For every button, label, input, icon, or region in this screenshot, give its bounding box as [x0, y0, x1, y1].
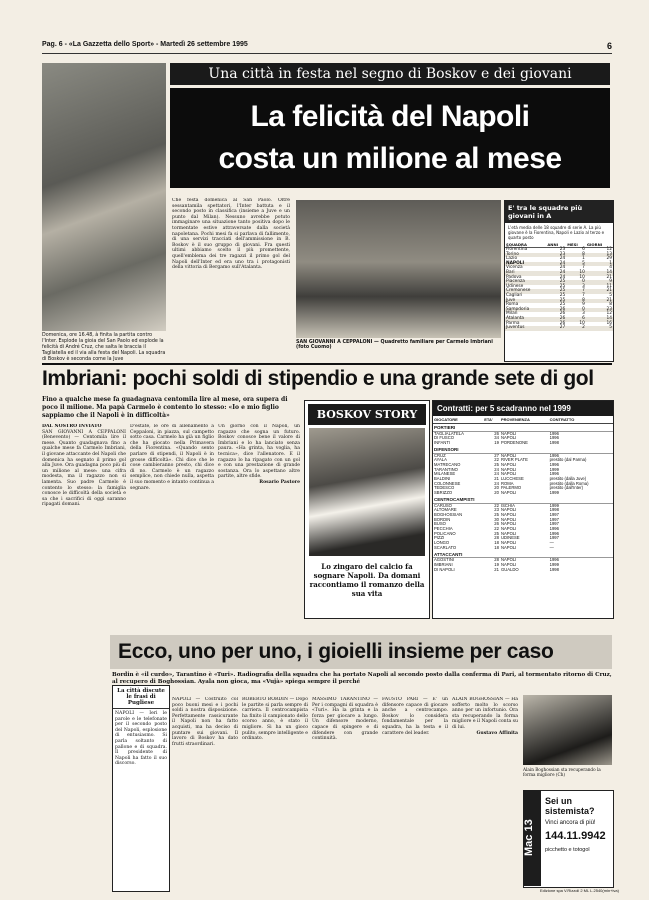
imbriani-col3-text: Un giorno con il Napoli, un ragazzo che sogna un futuro. Boskov conosce bene il valore di Imbriani e lo ha lanciato senza paura. «Ha grinta, ha voglia, ha tecnica», dice l'allenatore. E il ragazzo lo ha ripagato con un gol e con una prestazione di grande sostanza. Ora lo aspettano altre partite, altre sfide. — [218, 424, 300, 480]
age-table-header: MESI — [566, 242, 586, 248]
age-table-cell: 6 — [582, 315, 585, 321]
family-photo-caption: SAN GIOVANNI A CEPPALONI — Quadretto familiare per Carmelo Imbriani (foto Cuomo) — [296, 340, 493, 350]
age-table-cell: 24 — [559, 269, 566, 275]
age-table-title: E' tra le squadre più giovani in A — [505, 201, 613, 223]
page-number: 6 — [606, 41, 612, 51]
contracts-cell: SBRIZZO — [434, 490, 453, 496]
age-table-cell: 12 — [606, 247, 612, 252]
contracts-cell: 25 — [494, 530, 499, 536]
contracts-cell: NAPOLI — [500, 526, 517, 532]
age-table-cell: 26 — [559, 306, 566, 312]
age-table-cell: 23 — [559, 251, 566, 257]
contracts-cell: IMBRIANI — [434, 561, 453, 567]
age-table-cell: 25 — [559, 288, 566, 294]
ecco-column-2: ROBERTO BORDIN — Dopo le partite si parla sempre di carriera. Il centrocampista ha finito il campionato dello scorso anno, è stato il migliore. Si ha un gioco pulito, sempre intelligente e ordinato. — [242, 697, 308, 742]
age-table-subtitle: L'età media delle 18 squadre di serie A. La più giovane è la Fiorentina, Napoli e Lazio al terzo e quarto posto — [508, 225, 605, 240]
contracts-cell: MILANESE — [434, 471, 456, 477]
contracts-cell: 1996 — [549, 461, 559, 467]
contracts-cell: LONGO — [434, 540, 450, 546]
age-table-cell: 14 — [606, 269, 612, 275]
boghossian-caption: Alain Boghossian sta recuperando la forma migliore (Ch) — [523, 767, 601, 777]
boghossian-photo — [523, 695, 612, 765]
age-table-cell: 1 — [609, 260, 612, 266]
age-table-cell: 11 — [606, 283, 612, 289]
contracts-section-label: PORTIERI — [433, 424, 613, 432]
contracts-grid — [433, 416, 613, 572]
contracts-cell: AYALA — [434, 457, 447, 463]
contracts-cell: prestito (dalla Juve) — [549, 476, 587, 482]
age-table-cell: 16 — [606, 320, 612, 326]
age-table-cell: 21 — [606, 297, 612, 303]
boskov-story-box — [304, 400, 430, 619]
boskov-story-text: Lo zingaro del calcio fa sognare Napoli. Da domani raccontiamo il romanzo della sua vita — [309, 562, 425, 598]
contracts-cell: 1998 — [549, 507, 559, 513]
contracts-cell: 1999 — [549, 502, 559, 508]
age-table-cell: 6 — [582, 247, 585, 252]
age-table-cell: 7 — [582, 292, 585, 298]
contracts-cell: 34 — [494, 435, 499, 441]
lead-article: Che festa domenica al San Paolo. Oltre sessantamila spettatori, l'Inter battuta e il secondo posto in classifica (insieme a Juve e un punto dal Milan). Nessuno avrebbe potuto immaginare una situazione tanto positiva dopo le tormentate estive attraversate dalla società napoletana. Pochi mesi fa si parlava di fallimento, di una servizi tracciati dell'ammissione in B. Boskov è il suo gruppo di giovani. Fra questi ultimi abbiamo scelto il più promettente, quell'emblema dei tre ragazzi il primo gol del Napoli dell'Inter ed era uno tra i protagonisti della vittoria di Bergamo sull'Atalanta. — [172, 198, 290, 271]
age-table-cell: Torino — [506, 251, 519, 257]
age-table — [504, 200, 614, 362]
age-table-cell: 8 — [582, 297, 585, 303]
age-table-cell: 24 — [559, 256, 566, 262]
age-table-cell: 8 — [609, 302, 612, 308]
contracts-cell: 25 — [494, 461, 499, 467]
contracts-cell: NAPOLI — [500, 521, 517, 527]
contracts-header: ETA' — [483, 416, 500, 424]
age-table-cell: 14 — [606, 315, 612, 321]
age-table-cell: 4 — [609, 265, 612, 271]
contracts-cell: 1997 — [549, 516, 559, 522]
contracts-cell: INFANTI — [434, 440, 451, 446]
ecco-column-5 — [452, 697, 518, 892]
age-table-cell: 25 — [559, 283, 566, 289]
age-table-cell: 9 — [609, 279, 612, 285]
contracts-cell: TEDESCO — [434, 485, 455, 491]
age-table-cell: 8 — [582, 251, 585, 257]
contracts-cell: LUCCHESE — [500, 476, 524, 482]
age-table-cell: 29 — [606, 256, 612, 262]
age-table-cell: 7 — [582, 265, 585, 271]
age-table-cell: Cagliari — [506, 292, 523, 298]
imbriani-col1-text: SAN GIOVANNI A CEPPALONI (Benevento) — Centomila lire il mese. Quanto guadagnava fino a qualche mese fa Carmelo Imbriani, il giovane attaccante del Napoli che domenica ha segnato il primo gol alla Juve. Ora guadagna poco più di un milione al mese: una cifra modesta, ma il ragazzo non si lamenta. Suo padre Carmelo è contento lo stesso: la famiglia conosce le difficoltà della società e sa che i sacrifici di oggi saranno ripagati domani. — [42, 429, 126, 508]
contracts-cell: 22 — [494, 502, 499, 508]
contracts-cell: BORDIN — [434, 516, 451, 522]
age-table-cell: 0 — [582, 279, 585, 285]
age-table-cell: Padova — [506, 274, 522, 280]
celebration-photo — [42, 63, 166, 331]
contracts-cell: 1996 — [549, 471, 559, 477]
age-table-cell: 1 — [582, 256, 585, 262]
age-table-cell: 10 — [579, 269, 585, 275]
contracts-cell: AGOSTINI — [434, 557, 455, 563]
contracts-cell: 23 — [494, 507, 499, 513]
contracts-cell: 1997 — [549, 511, 559, 517]
contracts-cell: NAPOLI — [500, 461, 517, 467]
age-table-cell: Piacenza — [506, 279, 525, 285]
contracts-cell: 25 — [494, 511, 499, 517]
age-table-cell: 24 — [559, 265, 566, 271]
age-table-cell: 25 — [559, 279, 566, 285]
contracts-cell: 19 — [494, 440, 499, 446]
ecco-column-4: FAUSTO PARI — E' un difensore capace di giocare anche a centrocampo. Boskov lo considera fondamentale per la squadra, ha la testa e il carattere del leader. — [382, 697, 448, 736]
contracts-cell: prestito (dall'Inter) — [549, 485, 583, 491]
sidebar-title: La città discute le frasi di Pugliese — [113, 686, 169, 709]
age-table-header: SQUADRA — [505, 242, 546, 248]
age-table-cell: 10 — [579, 320, 585, 326]
age-table-cell: NAPOLI — [506, 260, 525, 266]
contracts-cell: 1996 — [549, 526, 559, 532]
contracts-cell: prestito (dalla Roma) — [549, 480, 589, 486]
contracts-cell: 27 — [494, 452, 499, 458]
contracts-cell: PORDENONE — [500, 440, 528, 446]
contracts-cell: 1996 — [549, 452, 559, 458]
contracts-cell: 20 — [494, 490, 499, 496]
contracts-cell: 1996 — [549, 435, 559, 441]
page-header — [42, 41, 612, 54]
age-table-cell: 24 — [559, 260, 566, 266]
contracts-section — [433, 496, 613, 503]
age-table-cell: 26 — [559, 315, 566, 321]
contracts-cell: 1999 — [549, 561, 559, 567]
contracts-header: PROVENIENZA — [500, 416, 549, 424]
contracts-cell: NAPOLI — [500, 544, 517, 550]
contracts-cell: 1998 — [549, 440, 559, 446]
contracts-cell: PIZZI — [434, 535, 445, 541]
boskov-story-title: BOSKOV STORY — [308, 404, 426, 425]
contracts-cell: NAPOLI — [500, 561, 517, 567]
age-table-grid — [505, 242, 613, 331]
family-photo — [296, 200, 501, 338]
contracts-cell: 26 — [494, 521, 499, 527]
contracts-cell: BUSO — [434, 521, 446, 527]
contracts-cell: NAPOLI — [500, 430, 517, 436]
age-table-header: GIORNI — [586, 242, 613, 248]
age-table-cell: Lazio — [506, 256, 518, 262]
contracts-cell: NAPOLI — [500, 540, 517, 546]
ecco-column-1: NAPOLI — Costruito col poco buoni mesi e i pochi soldi a nostra disposizione. Perfettamente rassicurante il Napoli non ha fatto acquisti, ma ha deciso di puntare sui giovani. Il lavoro di Boskov ha dato frutti straordinari. — [172, 697, 238, 747]
age-table-cell: Parma — [506, 320, 520, 326]
contracts-cell: CRUZ — [434, 452, 446, 458]
contracts-cell: COLONNESE — [434, 480, 461, 486]
age-table-cell: Juventus — [506, 325, 525, 331]
age-table-cell: 21 — [606, 274, 612, 280]
contracts-row — [433, 568, 613, 573]
contracts-cell: 18 — [494, 540, 499, 546]
age-table-cell: 23 — [559, 247, 566, 252]
footer-text: Edizione spa V.Rizzoli 2 ML L.2540(min+iva) — [540, 888, 619, 893]
contracts-cell: 1996 — [549, 530, 559, 536]
age-table-cell: Roma — [506, 302, 519, 308]
age-table-cell: Sampdoria — [506, 306, 530, 312]
contracts-cell: NAPOLI — [500, 507, 517, 513]
age-table-cell: 12 — [606, 311, 612, 317]
ad-line-2: Vinci ancora di più! — [545, 820, 596, 826]
age-table-cell: 9 — [582, 302, 585, 308]
contracts-cell: 20 — [494, 485, 499, 491]
age-table-cell: 5 — [582, 260, 585, 266]
byline: DAL NOSTRO INVIATO — [42, 424, 102, 429]
contracts-cell: 18 — [494, 544, 499, 550]
age-table-cell: 24 — [559, 274, 566, 280]
contracts-cell: 28 — [494, 557, 499, 563]
age-table-cell: Bari — [506, 269, 515, 275]
contracts-cell: NAPOLI — [500, 511, 517, 517]
contracts-cell: TAGLIALATELA — [434, 430, 464, 436]
contracts-cell: 24 — [494, 480, 499, 486]
contracts-cell: 26 — [494, 430, 499, 436]
contracts-cell: GUALDO — [500, 566, 519, 572]
sidebar-text: NAPOLI — Ieri le parole e le telefonate per il secondo posto del Napoli, esplosione di entusiasmo. Si parla soltanto di pallone e di squadra. Il presidente di Napoli ha fatto il suo discorso. — [115, 711, 167, 767]
contracts-cell: BOGHOSSIAN — [434, 511, 463, 517]
contracts-cell: RIVER PLATE — [500, 457, 528, 463]
age-table-cell: 23 — [606, 306, 612, 312]
contracts-cell: CARUSO — [434, 502, 452, 508]
contracts-cell: DI NAPOLI — [434, 566, 455, 572]
imbriani-column-2: D'estate, le ore di allenamento a Ceppaloni, in piazza, sul campetto sotto casa. Carmelo ha già un figlio che ha giocato nella Primavera della Fiorentina. «Quando sento parlare di stipendi, il Napoli è in grosse difficoltà». Chi dice che le cose cambieranno presto, chi dice di no. Carmelo è un ragazzo semplice, non chiede nulla, aspetta il suo momento e intanto continua a segnare. — [130, 424, 214, 491]
headline-line-2: costa un milione al mese — [218, 142, 562, 175]
contracts-cell: 1997 — [549, 535, 559, 541]
age-table-cell: Vicenza — [506, 265, 523, 271]
contracts-cell: NAPOLI — [500, 435, 517, 441]
contracts-cell: ROMA — [500, 480, 514, 486]
contracts-cell: prestito (dal Parma) — [549, 457, 587, 463]
contracts-cell: 22 — [494, 526, 499, 532]
contracts-cell: NAPOLI — [500, 530, 517, 536]
contracts-cell: 1996 — [549, 430, 559, 436]
contracts-section-label: ATTACCANTI — [433, 551, 613, 558]
contracts-cell: BALDINI — [434, 476, 451, 482]
contracts-cell: 1999 — [549, 466, 559, 472]
age-table-cell: 25 — [559, 292, 566, 298]
age-table-cell: 26 — [559, 311, 566, 317]
contracts-cell: 21 — [494, 476, 499, 482]
age-table-cell: Fiorentina — [506, 247, 528, 252]
ad-brand: Mac 13 — [523, 790, 541, 886]
contracts-cell: 30 — [494, 516, 499, 522]
contracts-cell: — — [549, 544, 554, 550]
photo-caption: Domenica, ore 16.48, à finita la partita contro l'Inter. Esplode la gioia del San Paolo ed esplode la felicità di André Cruz, che salta le braccia il Tagliatella ed il via alla festa del Napoli. La squadra di Boskov è seconda come la Juve — [42, 333, 166, 362]
contracts-cell: 1998 — [549, 566, 559, 572]
ad-phone: 144.11.9942 — [545, 830, 606, 842]
contracts-cell: NAPOLI — [500, 557, 517, 563]
contracts-cell: SCARLATO — [434, 544, 457, 550]
age-table-cell: Udinese — [506, 283, 524, 289]
contracts-cell: 28 — [494, 535, 499, 541]
main-headline — [170, 88, 610, 188]
imbriani-deck: Fino a qualche mese fa guadagnava centomila lire al mese, ora supera di poco il milione. Ma papà Carmelo è contento lo stesso: «Io e mio figlio sappiamo che il Napoli è in difficoltà» — [42, 396, 288, 419]
contracts-cell: ISCHIA — [500, 502, 515, 508]
contracts-cell: NAPOLI — [500, 466, 517, 472]
contracts-cell: UDINESE — [500, 535, 520, 541]
ad-line-1: Sei un sistemista? — [545, 796, 595, 816]
contracts-cell: — — [549, 540, 554, 546]
contracts-section — [433, 551, 613, 558]
age-table-cell: 13 — [606, 251, 612, 257]
age-table-cell: 0 — [582, 306, 585, 312]
contracts-cell: 22 — [494, 457, 499, 463]
sidebar-box — [112, 685, 170, 892]
age-table-cell: 25 — [559, 297, 566, 303]
headline-line-1: La felicità del Napoli — [250, 100, 530, 133]
age-table-cell: 7 — [582, 288, 585, 294]
contracts-cell: NAPOLI — [500, 516, 517, 522]
age-table-cell: Juve — [506, 297, 516, 303]
ecco-col5-text: ALAIN BOGHOSSIAN — Ha sofferto molto lo scorso anno per un infortunio. Ora sta recuperando la forma migliore e il Napoli conta su di lui. — [452, 697, 518, 730]
ecco-deck: Bordin è «il curdo», Tarantino è «Turi». Radiografia della squadra che ha portato Napoli al secondo posto dalla conferma di Pari, al tormentato ritorno di Cruz, al recupero di Boghossian. Ayala non gioca, ma «Vujà» spiega sempre il perché — [112, 672, 612, 685]
ad-line-3: picchetto e totogol — [545, 847, 590, 853]
boskov-photo — [309, 428, 425, 556]
age-table-cell: Milan — [506, 311, 518, 317]
contracts-cell: DI FUSCO — [434, 435, 455, 441]
age-table-cell: Cremonese — [506, 288, 531, 294]
contracts-section-label: DIFENSORI — [433, 446, 613, 453]
imbriani-column-1 — [42, 424, 126, 614]
contracts-cell: TARANTINO — [434, 466, 458, 472]
age-table-cell: 5 — [609, 292, 612, 298]
contracts-header: CONTRATTO — [549, 416, 613, 424]
header-text: Pag. 6 - «La Gazzetta dello Sport» - Martedì 26 settembre 1995 — [42, 41, 248, 48]
contracts-section — [433, 446, 613, 453]
contracts-cell: 1996 — [549, 557, 559, 563]
age-table-cell: 25 — [559, 302, 566, 308]
contracts-cell: 19 — [494, 561, 499, 567]
contracts-cell: 24 — [494, 466, 499, 472]
ecco-headline: Ecco, uno per uno, i gioielli insieme per caso — [110, 635, 612, 669]
imbriani-headline: Imbriani: pochi soldi di stipendio e una grande sete di gol — [42, 363, 612, 393]
imbriani-signature: Rosario Pastore — [259, 479, 300, 485]
contracts-table — [432, 400, 614, 619]
age-table-header: ANNI — [546, 242, 566, 248]
age-table-cell: 10 — [579, 274, 585, 280]
age-table-cell: 21 — [606, 288, 612, 294]
contracts-cell: NAPOLI — [500, 490, 517, 496]
contracts-cell: PECCHIA — [434, 526, 453, 532]
age-table-cell: 27 — [559, 325, 566, 331]
contracts-section-label: CENTROCAMPISTI — [433, 496, 613, 503]
age-table-cell: 3 — [582, 283, 585, 289]
age-table-cell: 26 — [559, 320, 566, 326]
age-table-cell: 3 — [582, 311, 585, 317]
age-table-row — [505, 326, 613, 331]
contracts-header: GIOCATORE — [433, 416, 483, 424]
contracts-cell: MATRECANO — [434, 461, 461, 467]
contracts-cell: 21 — [494, 566, 499, 572]
imbriani-column-3 — [218, 424, 300, 614]
contracts-cell: 1997 — [549, 521, 559, 527]
contracts-title: Contratti: per 5 scadranno nel 1999 — [433, 401, 613, 416]
age-table-cell: 5 — [609, 325, 612, 331]
contracts-cell: NAPOLI — [500, 471, 517, 477]
contracts-cell: NAPOLI — [500, 452, 517, 458]
ecco-signature: Gustavo Affinita — [476, 730, 518, 736]
contracts-cell: 1999 — [549, 490, 559, 496]
age-table-cell: Atalanta — [506, 315, 525, 321]
contracts-cell: 24 — [494, 471, 499, 477]
section-banner: Una città in festa nel segno di Boskov e dei giovani — [170, 63, 610, 85]
contracts-cell: ALTOMARE — [434, 507, 457, 513]
ecco-column-3: MASSIMO TARANTINO — Per i compagni di squadra è «Turi». Ha la grinta e la forza per giocare a lungo. Un difensore moderno, capace di spingere e di difendere con grande continuità. — [312, 697, 378, 742]
contracts-cell: PALERMO — [500, 485, 522, 491]
age-table-cell: 2 — [582, 325, 585, 331]
contracts-cell: POLICANO — [434, 530, 456, 536]
